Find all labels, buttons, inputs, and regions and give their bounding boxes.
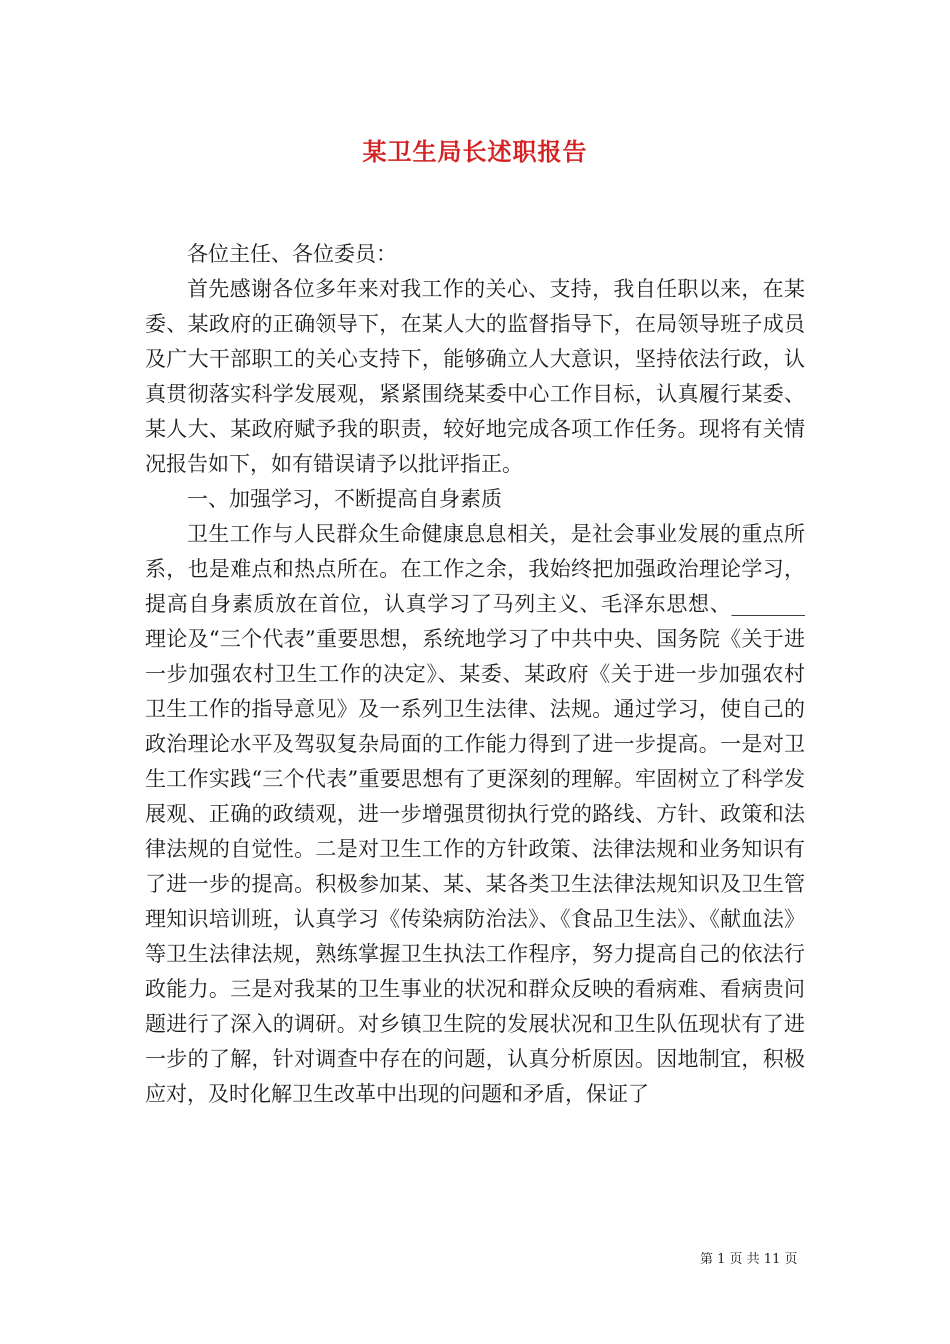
intro-paragraph: 首先感谢各位多年来对我工作的关心、支持，我自任职以来，在某委、某政府的正确领导下，在某人大的监督指导下，在局领导班子成员及广大干部职工的关心支持下，能够确立人大意识，坚持依法行政，认真贯彻落实科学发展观，紧紧围绕某委中心工作目标，认真履行某委、某人大、某政府赋予我的职责，较好地完成各项工作任务。现将有关情况报告如下，如有错误请予以批评指正。 <box>145 277 805 476</box>
document-body <box>145 237 805 1112</box>
salutation: 各位主任、各位委员： <box>187 242 397 266</box>
section-paragraph: 卫生工作与人民群众生命健康息息相关，是社会事业发展的重点所系，也是难点和热点所在。在工作之余，我始终把加强政治理论学习，提高自身素质放在首位，认真学习了马列主义、毛泽东思想、_______理论及“三个代表”重要思想，系统地学习了中共中央、国务院《关于进一步加强农村卫生工作的决定》、某委、某政府《关于进一步加强农村卫生工作的指导意见》及一系列卫生法律、法规。通过学习，使自己的政治理论水平及驾驭复杂局面的工作能力得到了进一步提高。一是对卫生工作实践“三个代表”重要思想有了更深刻的理解。牢固树立了科学发展观、正确的政绩观，进一步增强贯彻执行党的路线、方针、政策和法律法规的自觉性。二是对卫生工作的方针政策、法律法规和业务知识有了进一步的提高。积极参加某、某、某各类卫生法律法规知识及卫生管理知识培训班，认真学习《传染病防治法》、《食品卫生法》、《献血法》等卫生法律法规，熟练掌握卫生执法工作程序，努力提高自己的依法行政能力。三是对我某的卫生事业的状况和群众反映的看病难、看病贵问题进行了深入的调研。对乡镇卫生院的发展状况和卫生队伍现状有了进一步的了解，针对调查中存在的问题，认真分析原因。因地制宜，积极应对，及时化解卫生改革中出现的问题和矛盾，保证了 <box>145 522 805 1106</box>
page-number-footer: 第 1 页 共 11 页 <box>700 1252 798 1267</box>
document-title: 某卫生局长述职报告 <box>362 137 588 166</box>
section-heading: 一、加强学习，不断提高自身素质 <box>187 487 502 511</box>
